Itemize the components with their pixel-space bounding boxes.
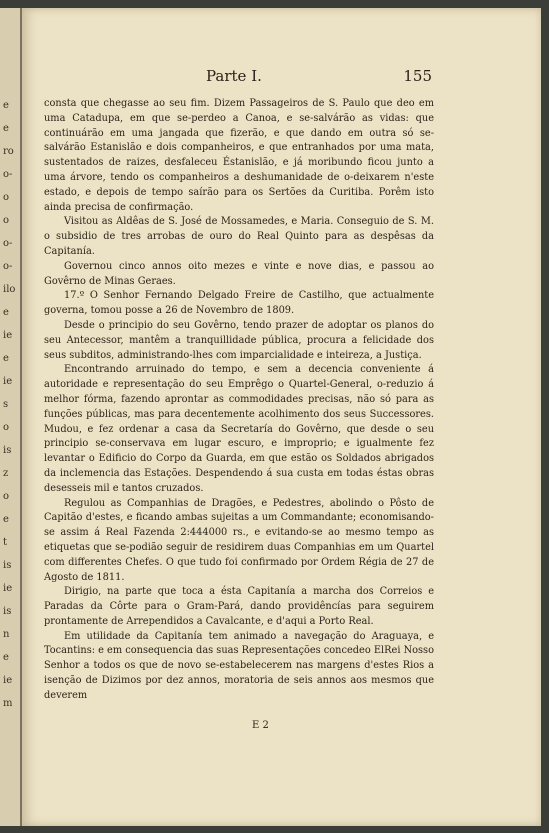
paragraph: Em utilidade da Capitanía tem animado a navegação do Araguaya, e Tocantins: e em consequencia das suas Representações concedeo ElRei Nosso Senhor a todos os que de novo se-estabelecerem nas margens d'estes Rios a isenção de Dizimos por dez annos, moratoria de seis annos aos mesmos que deverem — [44, 630, 434, 701]
margin-glyph: is — [3, 560, 12, 571]
margin-glyph: z — [3, 468, 9, 479]
margin-glyph: o — [3, 215, 10, 226]
margin-glyph: o — [3, 192, 10, 203]
margin-glyph: o — [3, 491, 10, 502]
margin-glyph: e — [3, 100, 9, 111]
margin-glyph: s — [3, 399, 9, 410]
margin-glyph: e — [3, 514, 9, 525]
margin-glyph: o- — [3, 261, 13, 272]
body-text — [44, 97, 434, 704]
paragraph: Dirigio, na parte que toca a ésta Capitanía a marcha dos Correios e Paradas da Côrte para o Gram-Pará, dando providêncías para seguirem prontamente de Arrependidos a Cavalcante, e d'aqui a Porto Real. — [44, 586, 434, 627]
margin-glyph: is — [3, 606, 12, 617]
margin-glyph: ie — [3, 376, 13, 387]
margin-glyph: e — [3, 652, 9, 663]
margin-glyph: o — [3, 422, 10, 433]
paragraph: Regulou as Companhias de Dragões, e Pedestres, abolindo o Pôsto de Capitão d'estes, e ficando ambas sujeitas a um Commandante; economisando-se assim á Real Fazenda 2:444000 rs., e evitando-se ao mesmo tempo as etiquetas que se-podião seguir de residirem duas Companhias em um Quartel com differentes Chefes. O que tudo foi confirmado por Ordem Régia de 27 de Agosto de 1811. — [44, 497, 434, 583]
running-title: Parte I. — [206, 67, 262, 85]
margin-glyph: e — [3, 307, 9, 318]
page-header — [44, 67, 434, 87]
paragraph: 17.º O Senhor Fernando Delgado Freire de Castilho, que actualmente governa, tomou posse a 26 de Novembro de 1809. — [44, 290, 434, 317]
paragraph: consta que chegasse ao seu fim. Dizem Passageiros de S. Paulo que deo em uma Catadupa, em que se-perdeo a Canoa, e se-salvárão as vidas: que continuárão em uma jangada que fizerão, e que dando em outra só se-salvárão Estanislão e dois companheiros, e que entranhados por uma mata, sustentados de raizes, desfaleceu Éstanislão, e já moribundo ficou junto a uma árvore, tendo os companheiros a deshumanidade de o-deixarem n'este estado, e depois de tempo saírão para os Sertões da Curitiba. Porêm isto ainda precisa de confirmação. — [44, 98, 434, 213]
page-number: 155 — [403, 67, 432, 85]
signature-mark: E 2 — [252, 720, 269, 731]
margin-glyph: ilo — [3, 284, 16, 295]
paragraph: Governou cinco annos oito mezes e vinte e nove dias, e passou ao Govêrno de Minas Geraes. — [44, 260, 434, 287]
margin-glyph: ie — [3, 330, 13, 341]
margin-glyph: o- — [3, 169, 13, 180]
paragraph: Visitou as Aldêas de S. José de Mossamedes, e Maria. Conseguio de S. M. o subsidio de tres arrobas de ouro do Real Quinto para as despêsas da Capitanía. — [44, 216, 434, 257]
margin-glyph: e — [3, 123, 9, 134]
margin-glyph: e — [3, 353, 9, 364]
margin-glyph: t — [3, 537, 8, 548]
margin-glyph: o- — [3, 238, 13, 249]
margin-glyph: m — [3, 698, 13, 709]
margin-glyph: n — [3, 629, 10, 640]
margin-glyph: ie — [3, 675, 13, 686]
paragraph: Desde o principio do seu Govêrno, tendo prazer de adoptar os planos do seu Antecessor, mantêm a tranquillidade pública, procura a felicidade dos seus subditos, administrando-lhes com imparcialidade e inteireza, a Justiça. — [44, 319, 434, 361]
margin-glyph: is — [3, 445, 12, 456]
paragraph: Encontrando arruinado do tempo, e sem a decencia conveniente á autoridade e representação do seu Emprêgo o Quartel-General, o-reduzio á melhor fórma, fazendo aprontar as commodidades precisas, não só para as funções públicas, mas para decentemente acolhimento dos seus Successores. Mudou, e fez ordenar a casa da Secretaría do Govêrno, que desde o seu principio se-conservava em lugar escuro, e improprio; e igualmente fez levantar o Edificio do Corpo da Guarda, em que estão os Soldados abrigados da inclemencia das Estações. Despendendo á sua custa em todas éstas obras desesseis mil e tantos cruzados. — [44, 364, 434, 494]
margin-glyph: ro — [3, 146, 14, 157]
margin-glyph: ie — [3, 583, 13, 594]
